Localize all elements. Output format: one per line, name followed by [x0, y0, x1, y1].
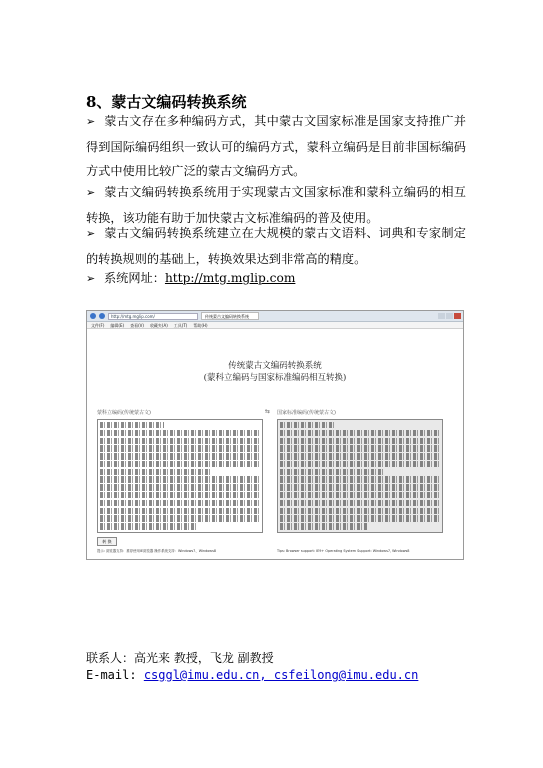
browser-toolbar — [87, 311, 463, 322]
bullet-item-1 — [86, 109, 466, 184]
target-text-area[interactable] — [277, 419, 443, 533]
minimize-icon[interactable] — [438, 313, 445, 319]
hint-text-cn: 提示: 浏览器支持：推荐使用IE浏览器 操作系统支持：Windows7、Windows8 — [97, 549, 217, 553]
window-controls — [438, 313, 463, 319]
address-bar[interactable]: http://mtg.mglip.com/ — [108, 313, 198, 320]
forward-icon[interactable] — [99, 313, 105, 319]
system-title: 传统蒙古文编码转换系统 — [228, 361, 322, 371]
source-text-area[interactable] — [97, 419, 263, 533]
menu-view[interactable]: 查看(V) — [130, 323, 144, 328]
arrow-bullet-icon: ➢ — [86, 186, 96, 199]
bullet-item-3 — [86, 221, 466, 271]
browser-tab[interactable]: 传统蒙古文编码转换系统 — [201, 312, 259, 320]
convert-button[interactable]: 转 换 — [97, 537, 117, 546]
menu-favorites[interactable]: 收藏夹(A) — [149, 323, 168, 328]
bullet-text-1: 蒙古文存在多种编码方式，其中蒙古文国家标准是国家支持推广并得到国际编码组织一致认可的编码方式，蒙科立编码是目前非国标编码方式中使用比较广泛的蒙古文编码方式。 — [86, 114, 466, 178]
web-page — [87, 329, 463, 559]
menu-help[interactable]: 帮助(H) — [193, 323, 208, 328]
hint-text-en: Tips: Browser support: IE9+ Operating System Support: Windows7, Windows8 — [277, 549, 410, 553]
system-screenshot — [86, 310, 464, 560]
bullet-item-website — [86, 266, 466, 292]
bullet-text-2: 蒙古文编码转换系统用于实现蒙古文国家标准和蒙科立编码的相互转换，该功能有助于加快蒙古文标准编码的普及使用。 — [86, 185, 466, 225]
back-icon[interactable] — [90, 313, 96, 319]
email-label: E-mail: — [86, 668, 137, 682]
website-label: 系统网址： — [104, 271, 165, 285]
menu-file[interactable]: 文件(F) — [91, 323, 105, 328]
source-pane-label: 蒙科立编码(传统蒙古文) — [97, 410, 151, 416]
arrow-bullet-icon: ➢ — [86, 272, 96, 285]
menu-tools[interactable]: 工具(T) — [173, 323, 188, 328]
email-links[interactable]: csggl@imu.edu.cn, csfeilong@imu.edu.cn — [143, 668, 419, 682]
contact-line: 联系人：高光来 教授，飞龙 副教授 — [86, 651, 274, 665]
close-icon[interactable] — [454, 313, 461, 319]
website-link[interactable]: http://mtg.mglip.com — [164, 271, 296, 285]
email-line — [86, 668, 418, 682]
swap-icon[interactable]: ⇆ — [265, 408, 271, 415]
system-subtitle: (蒙科立编码与国家标准编码相互转换) — [203, 373, 347, 383]
menu-edit[interactable]: 编辑(E) — [110, 323, 125, 328]
menu-bar — [87, 322, 463, 329]
bullet-text-3: 蒙古文编码转换系统建立在大规模的蒙古文语料、词典和专家制定的转换规则的基础上，转换效果达到非常高的精度。 — [86, 226, 466, 266]
arrow-bullet-icon: ➢ — [86, 227, 96, 240]
target-pane-label: 国家标准编码(传统蒙古文) — [277, 410, 336, 416]
section-heading: 8、蒙古文编码转换系统 — [86, 93, 247, 111]
maximize-icon[interactable] — [446, 313, 453, 319]
arrow-bullet-icon: ➢ — [86, 115, 96, 128]
